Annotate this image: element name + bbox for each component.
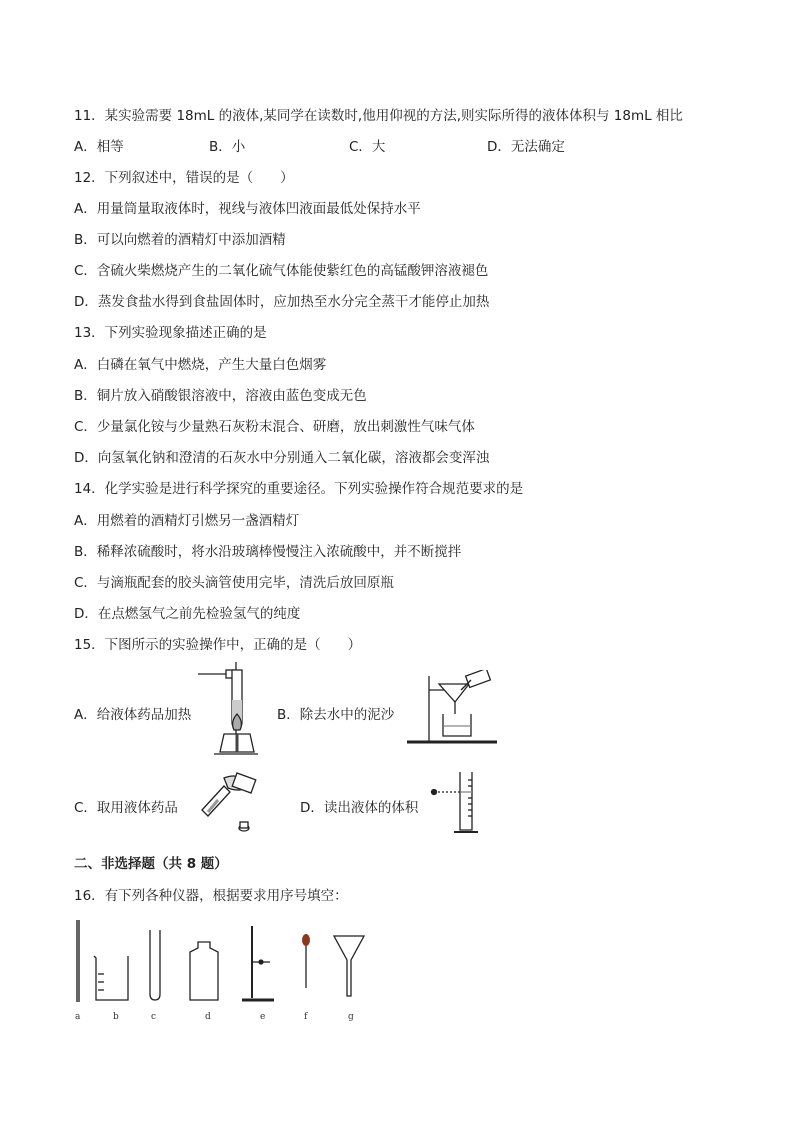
q15-option-c[interactable]: C．取用液体药品 <box>74 800 178 816</box>
reagent-bottle-icon <box>190 942 218 1000</box>
q12-option-b[interactable]: B．可以向燃着的酒精灯中添加酒精 <box>74 232 286 248</box>
q15-option-d[interactable]: D．读出液体的体积 <box>300 800 419 816</box>
filtration-illustration <box>405 670 499 748</box>
test-tube-icon <box>150 930 160 1000</box>
instrument-label-d: d <box>205 1012 211 1022</box>
instrument-label-b: b <box>113 1012 119 1022</box>
funnel-icon <box>334 936 364 996</box>
q14-stem: 14．化学实验是进行科学探究的重要途径。下列实验操作符合规范要求的是 <box>74 481 524 497</box>
dropper-icon <box>302 934 310 988</box>
iron-stand-icon <box>242 926 274 1000</box>
instrument-label-c: c <box>151 1012 157 1022</box>
instrument-label-f: f <box>304 1012 308 1022</box>
q13-option-a[interactable]: A．白磷在氧气中燃烧，产生大量白色烟雾 <box>74 357 327 373</box>
q11-option-a[interactable]: A．相等 <box>74 139 124 155</box>
q13-option-c[interactable]: C．少量氯化铵与少量熟石灰粉末混合、研磨，放出刺激性气味气体 <box>74 419 475 435</box>
q11-option-b[interactable]: B．小 <box>209 139 246 155</box>
q12-option-d[interactable]: D．蒸发食盐水得到食盐固体时，应加热至水分完全蒸干才能停止加热 <box>74 294 490 310</box>
q16-stem: 16．有下列各种仪器，根据要求用序号填空： <box>74 888 348 904</box>
q14-option-a[interactable]: A．用燃着的酒精灯引燃另一盏酒精灯 <box>74 513 300 529</box>
instrument-label-a: a <box>75 1012 81 1022</box>
pouring-liquid-illustration <box>194 770 264 834</box>
q12-stem: 12．下列叙述中，错误的是（ ） <box>74 170 294 186</box>
q14-option-c[interactable]: C．与滴瓶配套的胶头滴管使用完毕，清洗后放回原瓶 <box>74 575 394 591</box>
heating-liquid-illustration <box>196 660 260 756</box>
instrument-label-g: g <box>348 1012 354 1022</box>
q12-option-a[interactable]: A．用量筒量取液体时，视线与液体凹液面最低处保持水平 <box>74 201 421 217</box>
beaker-icon <box>94 956 128 1000</box>
q11-option-c[interactable]: C．大 <box>349 139 386 155</box>
graduated-cylinder-reading-illustration <box>430 770 490 836</box>
q12-option-c[interactable]: C．含硫火柴燃烧产生的二氧化硫气体能使紫红色的高锰酸钾溶液褪色 <box>74 263 489 279</box>
q15-option-b[interactable]: B．除去水中的泥沙 <box>277 707 395 723</box>
glass-rod-icon <box>76 920 80 1002</box>
q13-stem: 13．下列实验现象描述正确的是 <box>74 325 267 341</box>
q11-option-d[interactable]: D．无法确定 <box>487 139 565 155</box>
q15-option-a[interactable]: A．给液体药品加热 <box>74 707 192 723</box>
instruments-illustration <box>70 916 370 1006</box>
q15-stem: 15．下图所示的实验操作中，正确的是（ ） <box>74 637 362 653</box>
q14-option-d[interactable]: D．在点燃氢气之前先检验氢气的纯度 <box>74 606 301 622</box>
instrument-label-e: e <box>260 1012 266 1022</box>
section-title: 二、非选择题（共 8 题） <box>74 856 228 872</box>
q14-option-b[interactable]: B．稀释浓硫酸时，将水沿玻璃棒慢慢注入浓硫酸中，并不断搅拌 <box>74 544 462 560</box>
q11-stem: 11．某实验需要 18mL 的液体,某同学在读数时,他用仰视的方法,则实际所得的液体体积与 18mL 相比 <box>74 108 683 124</box>
q13-option-d[interactable]: D．向氢氧化钠和澄清的石灰水中分别通入二氧化碳，溶液都会变浑浊 <box>74 450 490 466</box>
q13-option-b[interactable]: B．铜片放入硝酸银溶液中，溶液由蓝色变成无色 <box>74 388 367 404</box>
